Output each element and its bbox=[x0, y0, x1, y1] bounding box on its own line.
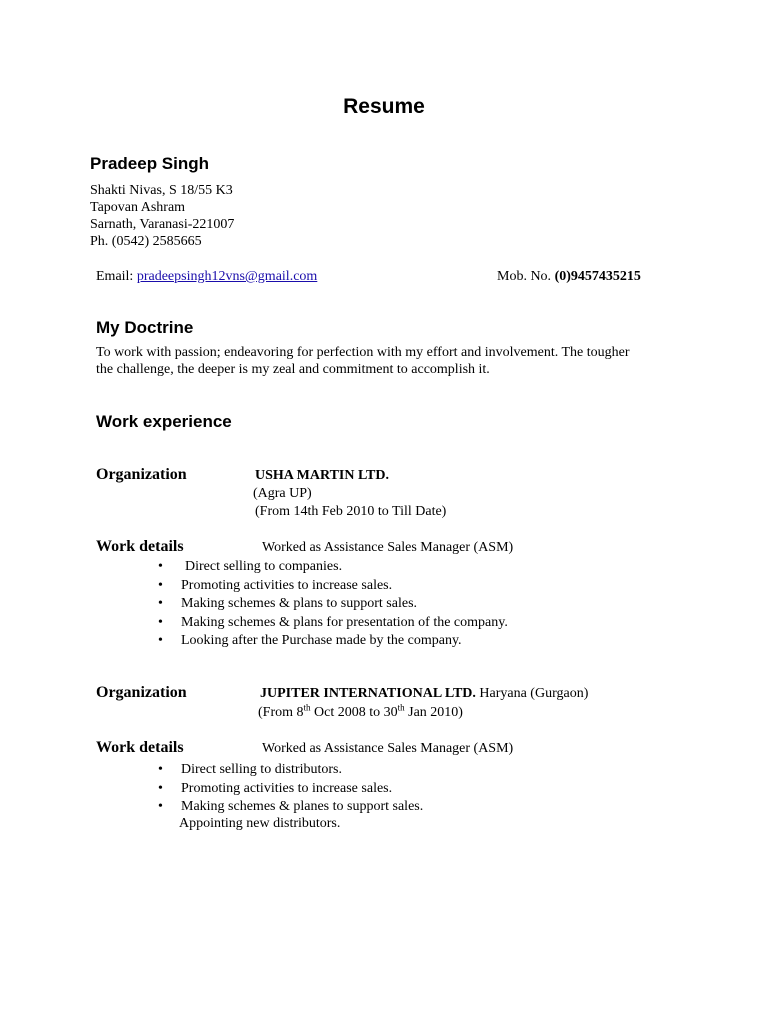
bullet-icon: • bbox=[158, 596, 163, 611]
phone-line: Ph. (0542) 2585665 bbox=[90, 234, 202, 249]
address-line: Shakti Nivas, S 18/55 K3 bbox=[90, 183, 233, 198]
work-details-label: Work details bbox=[96, 739, 184, 756]
list-item: • Promoting activities to increase sales. bbox=[158, 577, 393, 593]
job-role: Worked as Assistance Sales Manager (ASM) bbox=[262, 540, 514, 555]
bullet-icon: • bbox=[158, 799, 163, 814]
job-role: Worked as Assistance Sales Manager (ASM) bbox=[262, 741, 514, 756]
list-item: • Direct selling to distributors. bbox=[158, 762, 342, 777]
list-item: • Making schemes & plans for presentation of the company. bbox=[158, 614, 508, 630]
bullet-icon: • bbox=[158, 559, 163, 574]
job-duties-list bbox=[158, 558, 508, 651]
doctrine-text: the challenge, the deeper is my zeal and commitment to accomplish it. bbox=[96, 362, 490, 377]
address-line: Tapovan Ashram bbox=[90, 200, 186, 215]
email-label: Email: bbox=[96, 269, 134, 284]
company-location: Haryana (Gurgaon) bbox=[479, 686, 589, 701]
mobile-row bbox=[497, 269, 641, 285]
list-item: • Making schemes & plans to support sales. bbox=[158, 596, 418, 611]
bullet-icon: • bbox=[158, 762, 163, 777]
list-item: Appointing new distributors. bbox=[179, 816, 341, 831]
resume-title: Resume bbox=[343, 95, 425, 118]
address-line: Sarnath, Varanasi-221007 bbox=[90, 217, 235, 232]
work-details-label: Work details bbox=[96, 538, 184, 555]
organization-label: Organization bbox=[96, 684, 187, 701]
bullet-icon: • bbox=[158, 780, 163, 796]
bullet-icon: • bbox=[158, 577, 163, 593]
mobile-label: Mob. No. bbox=[497, 269, 552, 284]
employment-period: (From 14th Feb 2010 to Till Date) bbox=[255, 504, 447, 519]
job-duties-list bbox=[158, 761, 423, 817]
employment-period: (From 8th Oct 2008 to 30th Jan 2010) bbox=[258, 702, 463, 720]
list-item: • Making schemes & planes to support sales. bbox=[158, 799, 424, 814]
company-row bbox=[260, 686, 588, 702]
list-item: • Looking after the Purchase made by the company. bbox=[158, 633, 462, 648]
doctrine-heading: My Doctrine bbox=[96, 318, 194, 337]
list-item: • Promoting activities to increase sales. bbox=[158, 780, 393, 796]
bullet-icon: • bbox=[158, 614, 163, 630]
doctrine-text: To work with passion; endeavoring for perfection with my effort and involvement. The tougher bbox=[96, 345, 630, 360]
company-location: (Agra UP) bbox=[253, 486, 312, 501]
bullet-icon: • bbox=[158, 633, 163, 648]
email-link[interactable]: pradeepsingh12vns@gmail.com bbox=[136, 269, 318, 284]
company-name: USHA MARTIN LTD. bbox=[255, 468, 389, 483]
candidate-name: Pradeep Singh bbox=[90, 154, 210, 173]
list-item: • Direct selling to companies. bbox=[158, 559, 343, 574]
email-row bbox=[96, 269, 317, 285]
organization-label: Organization bbox=[96, 466, 187, 483]
mobile-number: (0)9457435215 bbox=[554, 269, 641, 284]
company-name: JUPITER INTERNATIONAL LTD. bbox=[260, 686, 476, 701]
work-experience-heading: Work experience bbox=[96, 412, 232, 431]
